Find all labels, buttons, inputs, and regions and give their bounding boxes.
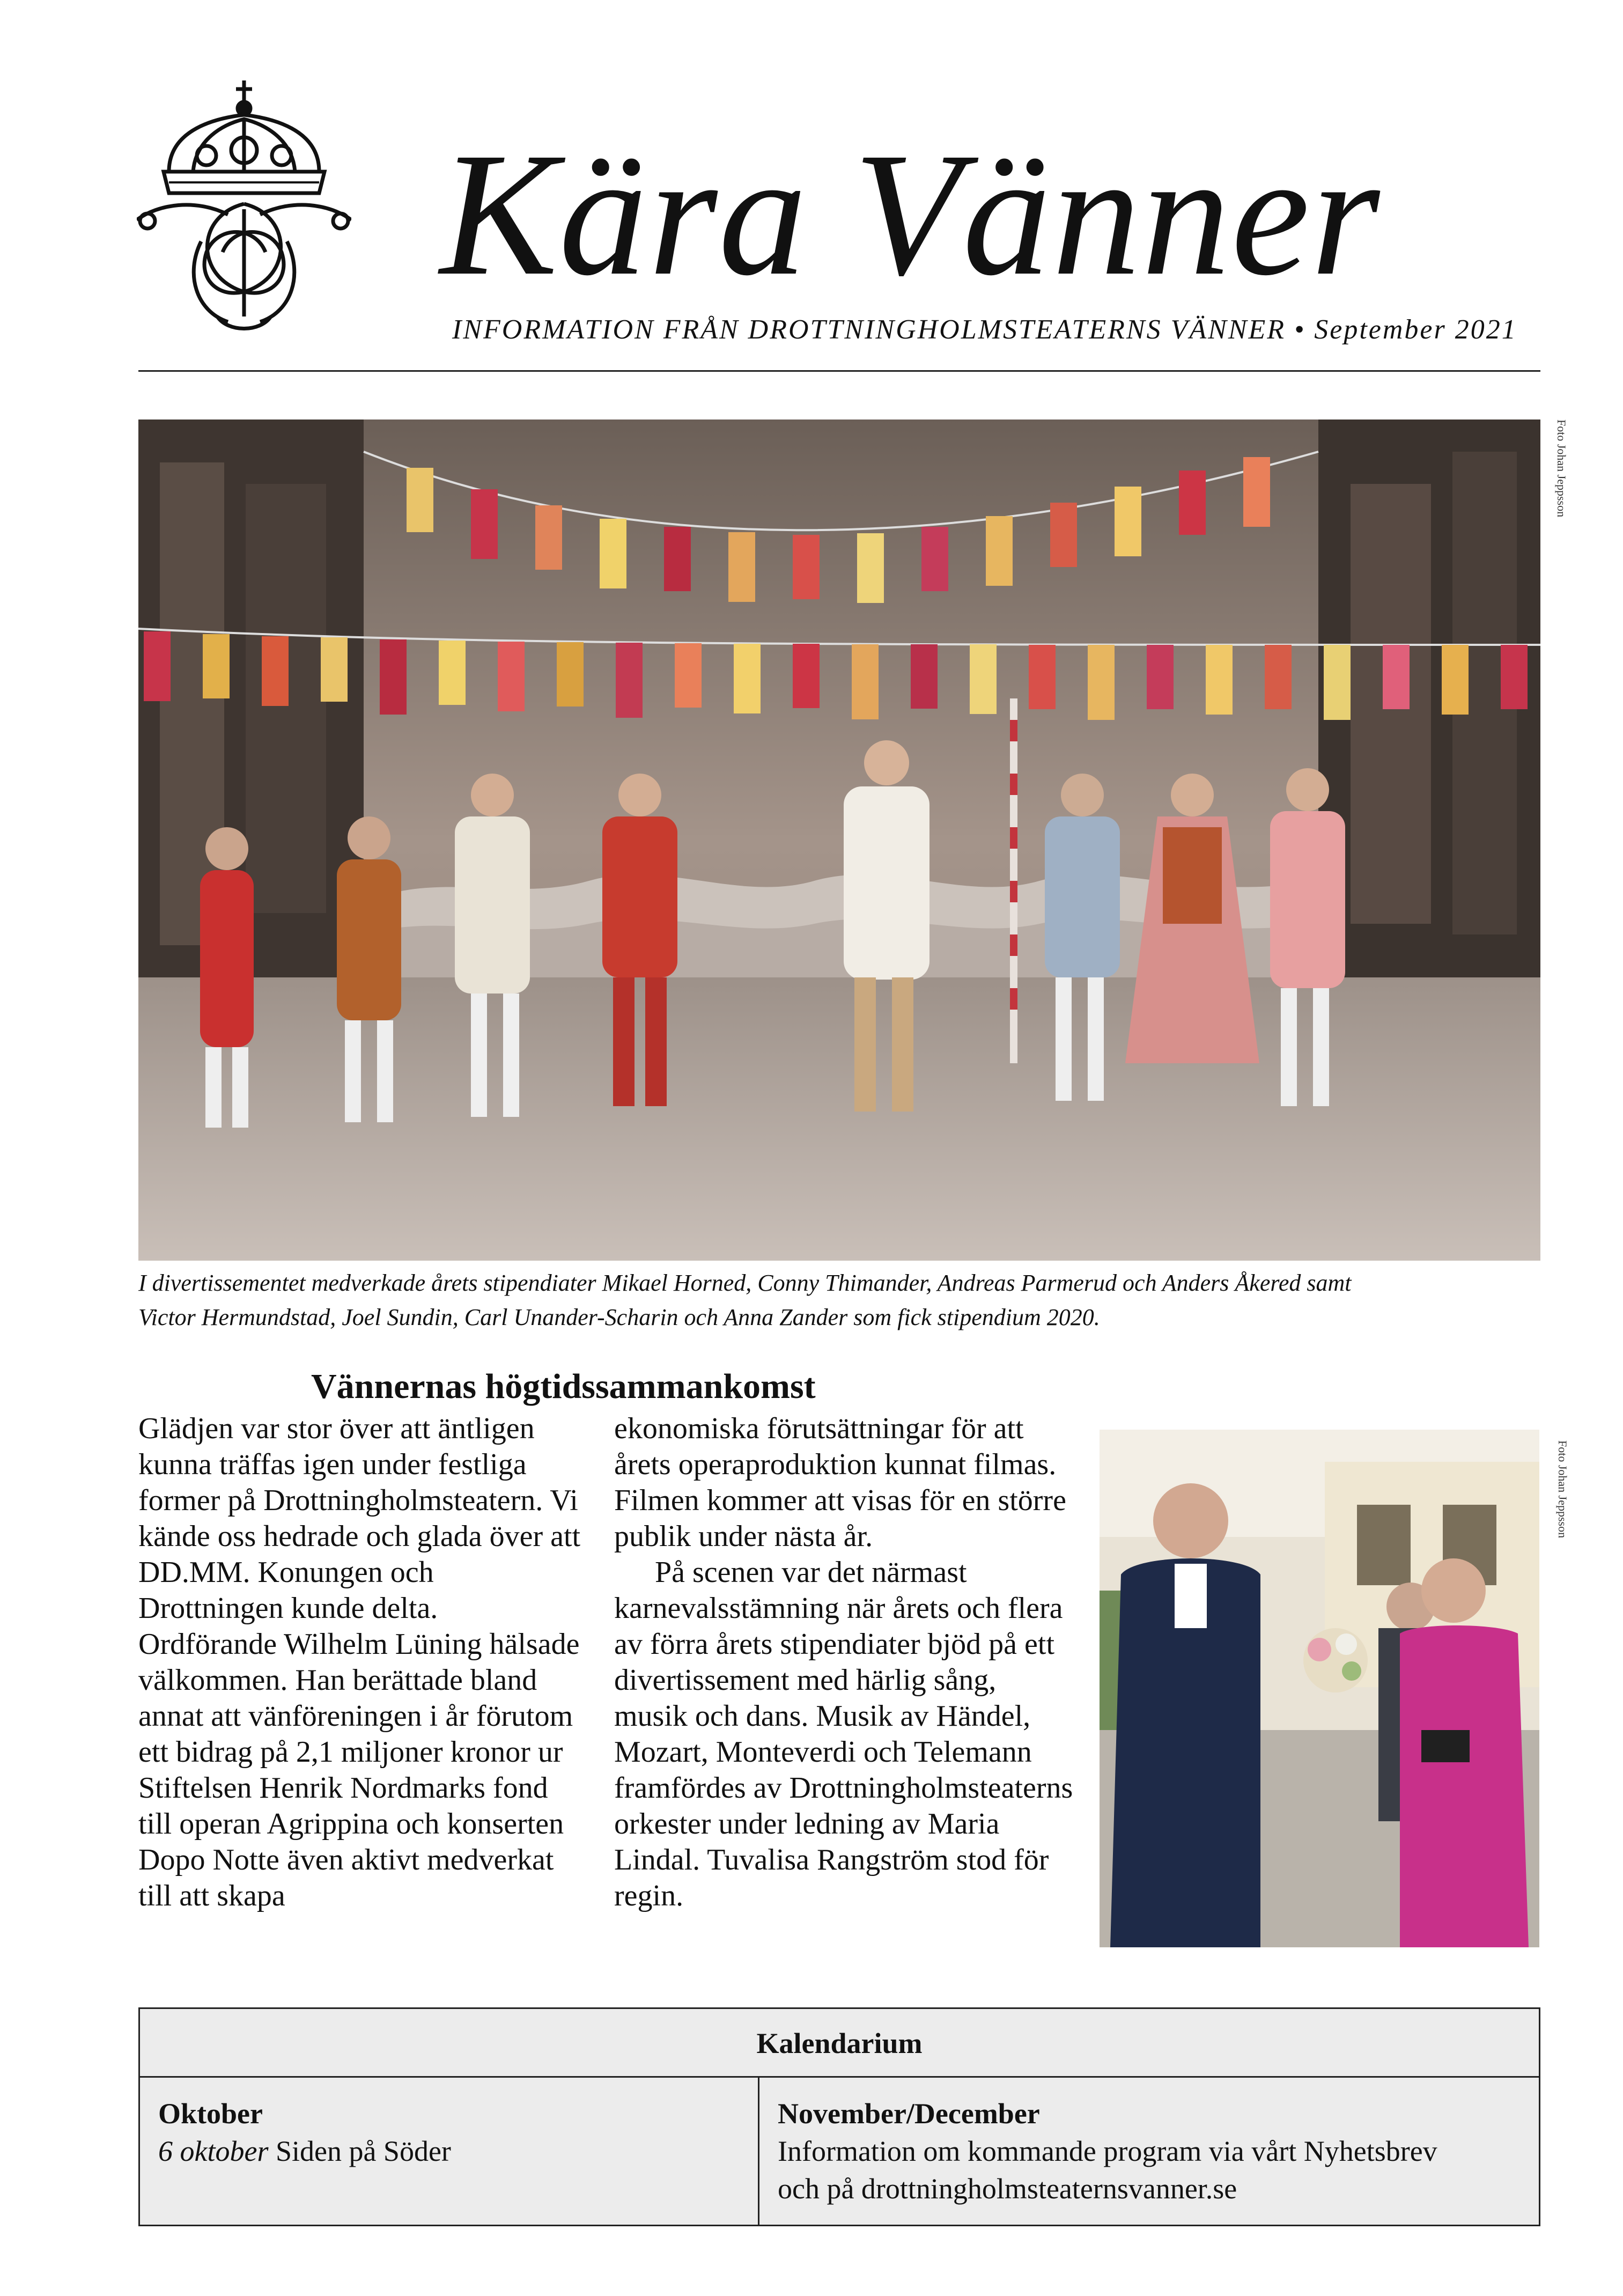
calendar-event-date: 6 oktober [158, 2135, 269, 2167]
photo-credit-2: Foto Johan Jeppsson [1556, 1440, 1569, 1539]
calendar-month-heading: Oktober [158, 2098, 263, 2130]
calendar-info-line-2: och på drottningholmsteaternsvanner.se [778, 2173, 1237, 2205]
photo-caption [138, 1266, 1540, 1341]
calendar-nov-dec [759, 2078, 1539, 2225]
crown-monogram-icon [137, 80, 351, 333]
calendar-title: Kalendarium [140, 2009, 1539, 2078]
article-paragraph-1: ekonomiska förutsättningar för att årets operaproduktion kunnat filmas. Filmen kommer att visas för en större publik under nästa år. [614, 1412, 1066, 1553]
header-divider [138, 370, 1540, 372]
article-heading: Vännernas högtidssammankomst [311, 1367, 816, 1406]
calendar-event [158, 2132, 740, 2170]
article-column-2 [614, 1411, 1075, 1969]
masthead-title: Kära Vänner [440, 116, 1381, 312]
calendar-month-heading-2: November/December [778, 2098, 1040, 2130]
calendar-event-name: Siden på Söder [268, 2135, 451, 2167]
article-column-1: Glädjen var stor över att äntligen kunna träffas igen under festliga former på Drottningholmsteatern. Vi kände oss hedrade och glada över att DD.MM. Konungen och Drottningen kunde delta. Ordförande Wilhelm Lüning hälsade välkommen. Han berättade bland annat att vänföreningen i år förutom ett bidrag på 2,1 miljoner kronor ur Stiftelsen Henrik Nordmarks fond till operan Agrippina och konserten Dopo Notte även aktivt medverkat till att skapa [138, 1412, 581, 1912]
calendar-info-line-1: Information om kommande program via vårt Nyhetsbrev [778, 2135, 1437, 2167]
calendar-box [138, 2007, 1540, 2226]
reception-photo [1100, 1430, 1539, 1947]
article-paragraph-2: På scenen var det närmast karnevalsstämning när årets och flera av förra årets stipendiater bjöd på ett divertissement med härlig sång, musik och dans. Musik av Händel, Mozart, Monteverdi och Telemann framfördes av Drottningholmsteaterns orkester under ledning av Maria Lindal. Tuvalisa Rangström stod för regin. [614, 1556, 1073, 1912]
stage-photo [138, 420, 1540, 1261]
masthead-subtitle: INFORMATION FRÅN DROTTNINGHOLMSTEATERNS VÄNNER • September 2021 [452, 314, 1517, 345]
calendar-october [140, 2078, 759, 2225]
caption-line-2: Victor Hermundstad, Joel Sundin, Carl Unander-Scharin och Anna Zander som fick stipendium 2020. [138, 1304, 1100, 1330]
photo-credit: Foto Johan Jeppsson [1555, 420, 1568, 518]
caption-line-1: I divertissementet medverkade årets stipendiater Mikael Horned, Conny Thimander, Andreas Parmerud och Anders Åkered samt [138, 1270, 1352, 1296]
